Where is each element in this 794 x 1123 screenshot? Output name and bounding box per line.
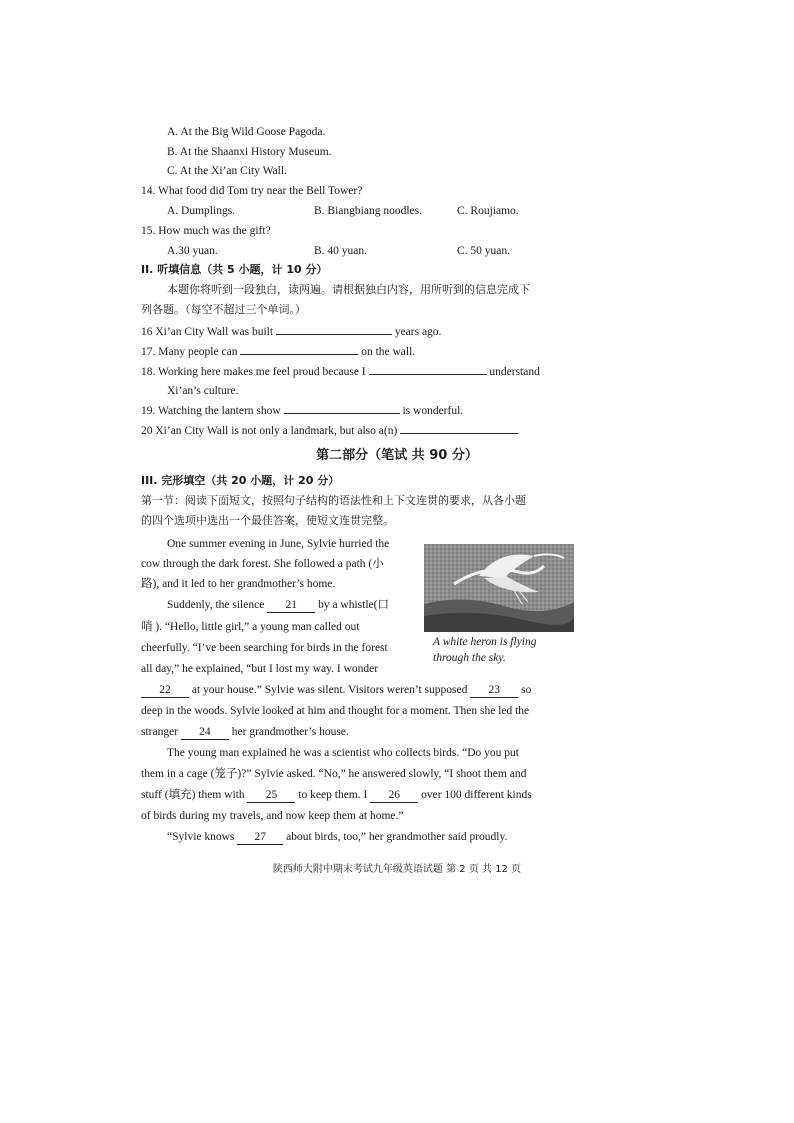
- item-19-text: 19. Watching the lantern show: [141, 405, 281, 417]
- item-17-text: 17. Many people can: [141, 346, 238, 358]
- passage-line-13: [141, 787, 532, 803]
- item-18-post: understand: [489, 366, 540, 378]
- blank-23[interactable]: 23: [470, 684, 518, 698]
- passage-line-10-text: stranger: [141, 726, 179, 738]
- q13-option-b[interactable]: B. At the Shaanxi History Museum.: [167, 146, 332, 158]
- passage-line-6: cheerfully. “I’ve been searching for birds in the forest: [141, 642, 388, 654]
- passage-line-14: of birds during my travels, and now keep them at home.”: [141, 810, 404, 822]
- passage-line-2: cow through the dark forest. She followed a path (小: [141, 558, 384, 570]
- item-19-post: is wonderful.: [402, 405, 464, 417]
- passage-line-5: 哨 ). “Hello, little girl,” a young man called out: [141, 621, 360, 633]
- passage-line-13-post: over 100 different kinds: [421, 789, 532, 801]
- q13-option-c[interactable]: C. At the Xi’an City Wall.: [167, 165, 287, 177]
- section2-instruction-2: 列各题。（每空不超过三个单词。）: [141, 303, 306, 316]
- passage-line-4: [167, 597, 389, 613]
- section2-instruction-1: 本题你将听到一段独白，读两遍。请根据独白内容，用所听到的信息完成下: [167, 283, 530, 296]
- passage-line-8: [141, 682, 531, 698]
- q14-option-c[interactable]: C. Roujiamo.: [457, 205, 519, 217]
- item-16-blank[interactable]: [276, 323, 392, 335]
- blank-22[interactable]: 22: [141, 684, 189, 698]
- passage-line-3: 路), and it led to her grandmother’s home.: [141, 578, 336, 590]
- item-18-blank[interactable]: [369, 363, 487, 375]
- q14-stem: 14. What food did Tom try near the Bell Tower?: [141, 185, 363, 197]
- part2-title: 第二部分（笔试 共 90 分）: [316, 448, 478, 463]
- passage-line-15-post: about birds, too,” her grandmother said proudly.: [286, 831, 508, 843]
- passage-line-10: [141, 724, 349, 740]
- item-19: [141, 402, 463, 419]
- passage-line-8-post: so: [521, 684, 532, 696]
- section3-instruction-2: 的四个选项中选出一个最佳答案，使短文连贯完整。: [141, 514, 394, 527]
- passage-line-4-text: Suddenly, the silence: [167, 599, 265, 611]
- item-16-text: 16 Xi’an City Wall was built: [141, 326, 274, 338]
- passage-line-1: One summer evening in June, Sylvie hurried the: [167, 538, 390, 550]
- item-17-blank[interactable]: [240, 343, 358, 355]
- q15-stem: 15. How much was the gift?: [141, 225, 271, 237]
- page-footer: 陕西师大附中期末考试九年级英语试题 第 2 页 共 12 页: [272, 864, 522, 875]
- passage-line-12: them in a cage (笼子)?” Sylvie asked. “No,” he answered slowly, “I shoot them and: [141, 768, 527, 780]
- passage-line-13-mid: to keep them. I: [298, 789, 368, 801]
- blank-24[interactable]: 24: [181, 726, 229, 740]
- blank-27[interactable]: 27: [237, 831, 283, 845]
- item-16: [141, 323, 441, 340]
- section3-instruction-1: 第一节：阅读下面短文，按照句子结构的语法性和上下文连贯的要求，从各小题: [141, 494, 526, 507]
- item-20-text: 20 Xi’an City Wall is not only a landmark, but also a(n): [141, 425, 398, 437]
- passage-line-15: [167, 829, 507, 845]
- blank-26[interactable]: 26: [370, 789, 418, 803]
- item-18: [141, 363, 540, 380]
- blank-25[interactable]: 25: [247, 789, 295, 803]
- passage-line-7: all day,” he explained, “but I lost my way. I wonder: [141, 663, 379, 675]
- passage-line-11: The young man explained he was a scientist who collects birds. “Do you put: [167, 747, 519, 759]
- passage-line-8-text: at your house.” Sylvie was silent. Visitors weren’t supposed: [191, 684, 468, 696]
- section2-heading: II. 听填信息（共 5 小题，计 10 分）: [141, 263, 328, 276]
- image-caption: A white heron is flying through the sky.: [433, 636, 537, 664]
- heron-illustration: [424, 544, 574, 632]
- item-19-blank[interactable]: [284, 402, 400, 414]
- item-18-text: 18. Working here makes me feel proud because I: [141, 366, 366, 378]
- q15-option-c[interactable]: C. 50 yuan.: [457, 245, 511, 257]
- item-17: [141, 343, 415, 360]
- passage-line-15-text: “Sylvie knows: [167, 831, 235, 843]
- q15-option-b[interactable]: B. 40 yuan.: [314, 245, 368, 257]
- item-17-post: on the wall.: [361, 346, 416, 358]
- white-heron-image: [424, 544, 574, 632]
- blank-21[interactable]: 21: [267, 599, 315, 613]
- q14-option-b[interactable]: B. Biangbiang noodles.: [314, 205, 422, 217]
- passage-line-9: deep in the woods. Sylvie looked at him and thought for a moment. Then she led the: [141, 705, 530, 717]
- passage-line-13-text: stuff (填充) them with: [141, 789, 245, 801]
- q14-option-a[interactable]: A. Dumplings.: [167, 205, 236, 217]
- item-20: [141, 422, 518, 439]
- passage-line-10-post: her grandmother’s house.: [231, 726, 349, 738]
- item-20-blank[interactable]: [400, 422, 518, 434]
- passage-line-4-post: by a whistle(口: [318, 599, 389, 611]
- section3-heading: III. 完形填空（共 20 小题，计 20 分）: [141, 474, 340, 487]
- item-16-post: years ago.: [394, 326, 442, 338]
- q13-option-a[interactable]: A. At the Big Wild Goose Pagoda.: [167, 126, 326, 138]
- q15-option-a[interactable]: A.30 yuan.: [167, 245, 218, 257]
- item-18-continuation: Xi’an’s culture.: [167, 385, 239, 397]
